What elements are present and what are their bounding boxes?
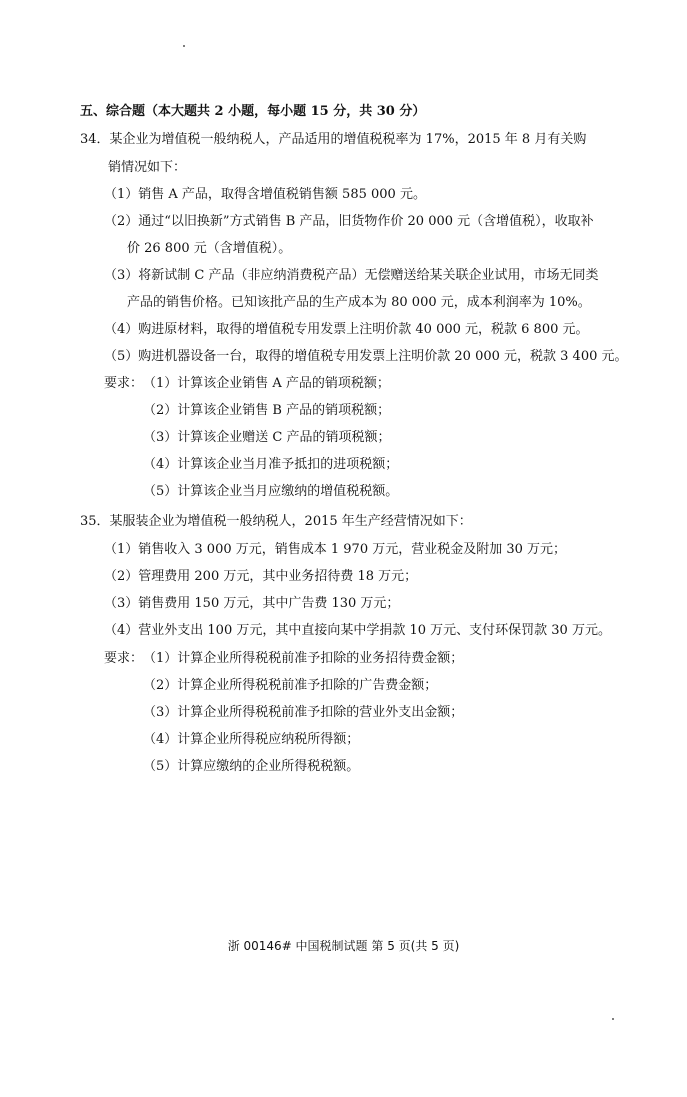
q34-stem-line1: 34．某企业为增值税一般纳税人，产品适用的增值税税率为 17%，2015 年 8 月有关购 [80, 132, 587, 147]
scan-speck [183, 45, 185, 47]
q34-item-3: （3）将新试制 C 产品（非应纳消费税产品）无偿赠送给某关联企业试用，市场无同类 [104, 268, 599, 283]
q34-requirement-4: （4）计算该企业当月准予抵扣的进项税额； [143, 457, 399, 472]
scan-speck [612, 1018, 614, 1020]
q35-requirement-5: （5）计算应缴纳的企业所得税税额。 [143, 759, 360, 774]
q34-item-5: （5）购进机器设备一台，取得的增值税专用发票上注明价款 20 000 元，税款 3 400 元。 [104, 349, 628, 364]
q35-requirement-2: （2）计算企业所得税税前准予扣除的广告费金额； [143, 678, 438, 693]
q35-item-1: （1）销售收入 3 000 万元，销售成本 1 970 万元，营业税金及附加 30 万元； [104, 542, 567, 557]
q34-requirement-2: （2）计算该企业销售 B 产品的销项税额； [143, 403, 391, 418]
q34-item-3-cont: 产品的销售价格。已知该批产品的生产成本为 80 000 元，成本利润率为 10%。 [127, 295, 591, 310]
q34-item-1: （1）销售 A 产品，取得含增值税销售额 585 000 元。 [104, 187, 426, 202]
q34-item-2: （2）通过“以旧换新”方式销售 B 产品，旧货物作价 20 000 元（含增值税），收取补 [104, 214, 594, 229]
q35-requirement-1: （1）计算企业所得税税前准予扣除的业务招待费金额； [143, 651, 464, 666]
q35-item-4: （4）营业外支出 100 万元，其中直接向某中学捐款 10 万元、支付环保罚款 30 万元。 [104, 623, 611, 638]
q34-requirement-1: （1）计算该企业销售 A 产品的销项税额； [143, 376, 390, 391]
q34-requirement-5: （5）计算该企业当月应缴纳的增值税税额。 [143, 484, 399, 499]
q34-requirement-3: （3）计算该企业赠送 C 产品的销项税额； [143, 430, 391, 445]
q34-item-2-cont: 价 26 800 元（含增值税）。 [127, 241, 292, 256]
q35-item-3: （3）销售费用 150 万元，其中广告费 130 万元； [104, 596, 400, 611]
q35-requirement-3: （3）计算企业所得税税前准予扣除的营业外支出金额； [143, 705, 464, 720]
q34-item-4: （4）购进原材料，取得的增值税专用发票上注明价款 40 000 元，税款 6 800 元。 [104, 322, 589, 337]
q35-stem-line1: 35．某服装企业为增值税一般纳税人，2015 年生产经营情况如下： [80, 514, 472, 529]
q35-item-2: （2）管理费用 200 万元，其中业务招待费 18 万元； [104, 569, 418, 584]
q35-requirement-4: （4）计算企业所得税应纳税所得额； [143, 732, 360, 747]
q35-requirements-label: 要求： [104, 651, 144, 666]
q34-stem-line2: 销情况如下： [108, 160, 187, 175]
q34-requirements-label: 要求： [104, 376, 144, 391]
page-footer: 浙 00146# 中国税制试题 第 5 页(共 5 页) [227, 939, 460, 953]
section-heading: 五、综合题（本大题共 2 小题，每小题 15 分，共 30 分） [80, 104, 426, 119]
